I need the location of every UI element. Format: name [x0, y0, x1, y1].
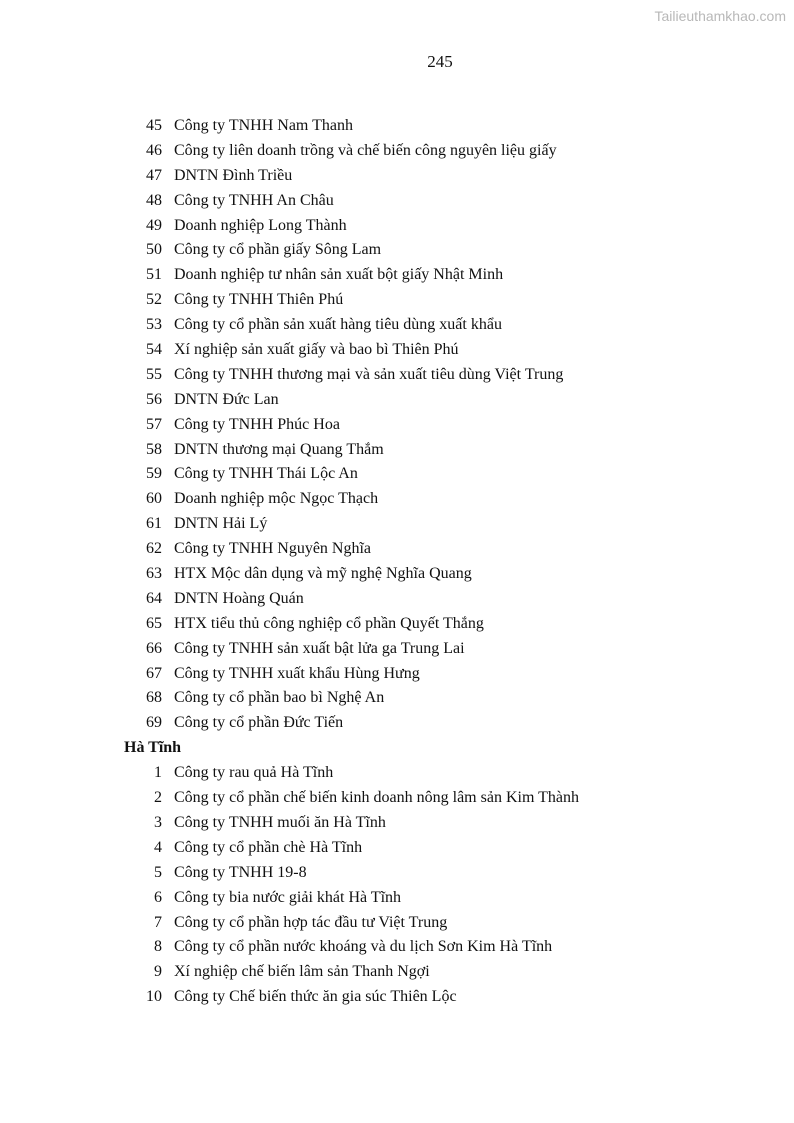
list-item: [124, 662, 764, 687]
company-name: Doanh nghiệp tư nhân sản xuất bột giấy Nhật Minh: [174, 266, 504, 284]
item-number: 46: [146, 141, 162, 159]
watermark-text: Tailieuthamkhao.com: [654, 8, 786, 24]
item-number: 69: [146, 714, 162, 732]
list-item: [124, 537, 764, 562]
list-item: [124, 911, 764, 936]
item-number: 49: [146, 216, 162, 234]
company-name: Công ty liên doanh trồng và chế biến công nguyên liệu giấy: [174, 141, 557, 159]
item-number: 65: [146, 614, 162, 632]
company-list-nghe-an: [124, 114, 764, 736]
list-item: [124, 861, 764, 886]
item-number: 52: [146, 291, 162, 309]
item-number: 3: [154, 813, 162, 831]
company-name: Công ty TNHH Thiên Phú: [174, 291, 344, 309]
item-number: 67: [146, 664, 162, 682]
item-number: 55: [146, 365, 162, 383]
list-item: [124, 562, 764, 587]
list-item: [124, 189, 764, 214]
list-item: [124, 711, 764, 736]
item-number: 63: [146, 565, 162, 583]
company-name: Công ty cổ phần chè Hà Tĩnh: [174, 838, 363, 856]
company-name: Công ty TNHH muối ăn Hà Tĩnh: [174, 813, 386, 831]
company-name: HTX tiểu thủ công nghiệp cổ phần Quyết Thắng: [174, 614, 484, 632]
section-heading: Hà Tĩnh: [124, 739, 182, 757]
item-number: 10: [146, 988, 162, 1006]
company-name: Công ty Chế biến thức ăn gia súc Thiên Lộc: [174, 988, 457, 1006]
item-number: 59: [146, 465, 162, 483]
company-name: Xí nghiệp chế biến lâm sản Thanh Ngợi: [174, 963, 430, 981]
list-item: [124, 462, 764, 487]
company-name: Công ty cổ phần chế biến kinh doanh nông lâm sản Kim Thành: [174, 789, 579, 807]
company-name: Công ty cổ phần nước khoáng và du lịch Sơn Kim Hà Tĩnh: [174, 938, 553, 956]
company-name: Công ty bia nước giải khát Hà Tĩnh: [174, 888, 402, 906]
company-name: Công ty TNHH 19-8: [174, 863, 307, 881]
company-name: DNTN Đức Lan: [174, 390, 279, 408]
company-name: Công ty cổ phần Đức Tiến: [174, 714, 344, 732]
item-number: 2: [154, 789, 162, 807]
list-item: [124, 487, 764, 512]
item-number: 64: [146, 589, 162, 607]
item-number: 1: [154, 764, 162, 782]
list-item: [124, 164, 764, 189]
item-number: 5: [154, 863, 162, 881]
item-number: 53: [146, 316, 162, 334]
list-item: [124, 313, 764, 338]
item-number: 60: [146, 490, 162, 508]
company-name: Doanh nghiệp mộc Ngọc Thạch: [174, 490, 379, 508]
list-item: [124, 139, 764, 164]
company-name: Xí nghiệp sản xuất giấy và bao bì Thiên Phú: [174, 341, 459, 359]
list-item: [124, 985, 764, 1010]
item-number: 47: [146, 166, 162, 184]
company-name: DNTN Hoàng Quán: [174, 589, 304, 607]
item-number: 62: [146, 540, 162, 558]
company-name: Công ty TNHH xuất khẩu Hùng Hưng: [174, 664, 420, 682]
company-name: Công ty cổ phần sản xuất hàng tiêu dùng xuất khẩu: [174, 316, 502, 334]
list-item: [124, 288, 764, 313]
list-item: [124, 886, 764, 911]
company-name: DNTN Đình Triều: [174, 166, 293, 184]
company-list-ha-tinh: [124, 761, 764, 1010]
company-name: Công ty TNHH Nguyên Nghĩa: [174, 540, 372, 558]
item-number: 68: [146, 689, 162, 707]
list-item: [124, 388, 764, 413]
company-name: Công ty TNHH thương mại và sản xuất tiêu dùng Việt Trung: [174, 365, 564, 383]
company-name: HTX Mộc dân dụng và mỹ nghệ Nghĩa Quang: [174, 565, 472, 583]
list-item: [124, 238, 764, 263]
list-item: [124, 263, 764, 288]
company-name: Công ty rau quả Hà Tĩnh: [174, 764, 334, 782]
list-item: [124, 960, 764, 985]
list-item: [124, 935, 764, 960]
item-number: 4: [154, 838, 162, 856]
item-number: 61: [146, 515, 162, 533]
company-name: Công ty cổ phần hợp tác đầu tư Việt Trung: [174, 913, 448, 931]
item-number: 51: [146, 266, 162, 284]
company-name: Công ty TNHH Thái Lộc An: [174, 465, 358, 483]
item-number: 50: [146, 241, 162, 259]
company-name: Doanh nghiệp Long Thành: [174, 216, 347, 234]
page-number: 245: [427, 52, 453, 71]
item-number: 57: [146, 415, 162, 433]
list-item: [124, 363, 764, 388]
list-item: [124, 836, 764, 861]
list-item: [124, 637, 764, 662]
item-number: 8: [154, 938, 162, 956]
list-item: [124, 338, 764, 363]
item-number: 7: [154, 913, 162, 931]
list-item: [124, 811, 764, 836]
company-name: Công ty TNHH sản xuất bật lửa ga Trung Lai: [174, 639, 465, 657]
list-item: [124, 214, 764, 239]
list-item: [124, 686, 764, 711]
item-number: 45: [146, 117, 162, 134]
company-name: Công ty cổ phần giấy Sông Lam: [174, 241, 382, 259]
list-item: [124, 114, 764, 139]
company-list: [124, 114, 764, 1010]
list-item: [124, 587, 764, 612]
item-number: 6: [154, 888, 162, 906]
list-item: [124, 761, 764, 786]
list-item: [124, 512, 764, 537]
company-name: Công ty TNHH Phúc Hoa: [174, 415, 340, 433]
item-number: 56: [146, 390, 162, 408]
item-number: 48: [146, 191, 162, 209]
company-name: Công ty cổ phần bao bì Nghệ An: [174, 689, 385, 707]
item-number: 58: [146, 440, 162, 458]
list-item: [124, 438, 764, 463]
company-name: DNTN thương mại Quang Thắm: [174, 440, 384, 458]
item-number: 66: [146, 639, 162, 657]
company-name: Công ty TNHH An Châu: [174, 191, 334, 209]
company-name: DNTN Hải Lý: [174, 515, 268, 533]
item-number: 9: [154, 963, 162, 981]
list-item: [124, 612, 764, 637]
list-item: [124, 413, 764, 438]
item-number: 54: [146, 341, 162, 359]
company-name: Công ty TNHH Nam Thanh: [174, 117, 353, 134]
list-item: [124, 786, 764, 811]
